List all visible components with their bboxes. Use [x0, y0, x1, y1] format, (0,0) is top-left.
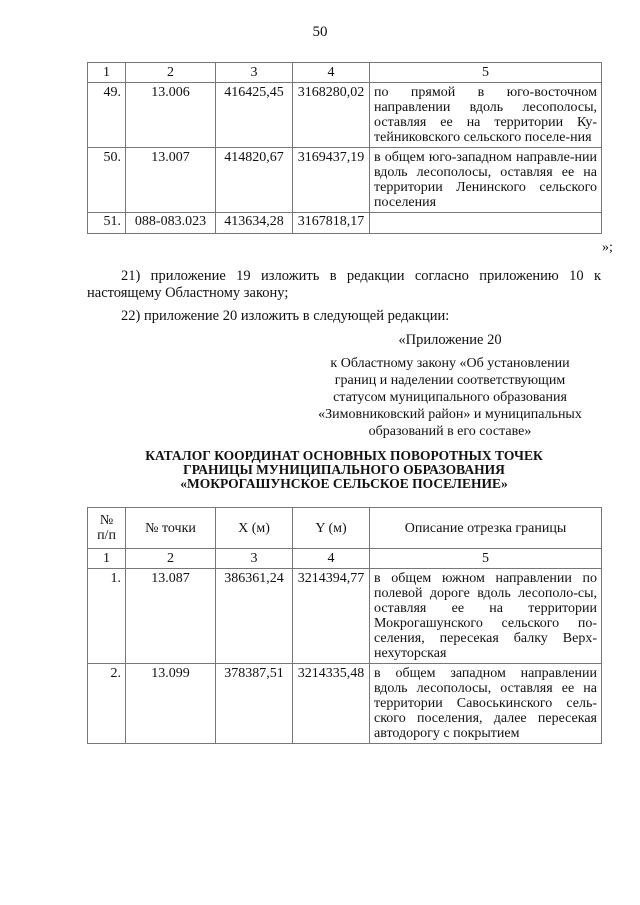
page-number: 50 — [312, 24, 328, 40]
x-coordinate: 378387,51 — [216, 664, 293, 744]
table-cell: 2 — [126, 63, 216, 83]
row-number: 2. — [88, 664, 126, 744]
point-number: 13.087 — [126, 569, 216, 664]
row-number: 49. — [88, 83, 126, 148]
catalog-title-line: КАТАЛОГ КООРДИНАТ ОСНОВНЫХ ПОВОРОТНЫХ ТОЧЕК — [145, 448, 543, 463]
coordinates-catalog-table — [87, 507, 602, 744]
appendix-subtitle-line: к Областному закону «Об установлении — [330, 356, 570, 371]
segment-description: в общем южном направлении по полевой дороге вдоль лесополо-сы, оставляя ее на территории Мокрогашунского сельского по-селения, пересекая балку Верх-нехуторская — [370, 569, 602, 664]
row-number: 50. — [88, 148, 126, 213]
table-cell: 2 — [126, 549, 216, 569]
point-number: 13.006 — [126, 83, 216, 148]
y-coordinate: 3214335,48 — [293, 664, 370, 744]
y-coordinate: 3167818,17 — [293, 213, 370, 234]
y-coordinate: 3169437,19 — [293, 148, 370, 213]
appendix-subtitle-line: границ и наделении соответствующим — [334, 373, 566, 388]
point-number: 088-083.023 — [126, 213, 216, 234]
coordinates-table-continued — [87, 62, 602, 234]
table-cell: 5 — [370, 549, 602, 569]
header-description: Описание отрезка границы — [370, 508, 602, 549]
table-row — [88, 213, 602, 234]
table-cell: 1 — [88, 549, 126, 569]
table-column-numbers — [88, 63, 602, 83]
catalog-title-line: «МОКРОГАШУНСКОЕ СЕЛЬСКОЕ ПОСЕЛЕНИЕ» — [180, 476, 508, 491]
table-row — [88, 569, 602, 664]
header-x: X (м) — [216, 508, 293, 549]
table-header-row — [88, 508, 602, 549]
paragraph-21: 21) приложение 19 изложить в редакции согласно приложению 10 к настоящему Областному закону; — [87, 268, 601, 301]
appendix-subtitle-line: образований в его составе» — [368, 424, 532, 439]
segment-description: по прямой в юго-восточном направлении вдоль лесополосы, оставляя ее на территории Ку-тейниковского сельского поселе-ния — [370, 83, 602, 148]
x-coordinate: 386361,24 — [216, 569, 293, 664]
catalog-title-line: ГРАНИЦЫ МУНИЦИПАЛЬНОГО ОБРАЗОВАНИЯ — [183, 462, 505, 477]
header-number-sign: № — [99, 513, 114, 528]
table-row — [88, 148, 602, 213]
header-y: Y (м) — [293, 508, 370, 549]
row-number: 1. — [88, 569, 126, 664]
table-cell: 3 — [216, 549, 293, 569]
header-row-number — [88, 508, 126, 549]
segment-description: в общем западном направлении вдоль лесополосы, оставляя ее на территории Савоськинского сель-ского поселения, далее пересекая автодорогу с покрытием — [370, 664, 602, 744]
x-coordinate: 414820,67 — [216, 148, 293, 213]
table-row — [88, 664, 602, 744]
y-coordinate: 3214394,77 — [293, 569, 370, 664]
segment-description: в общем юго-западном направле-нии вдоль лесополосы, оставляя ее на территории Ленинского сельского поселения — [370, 148, 602, 213]
appendix-heading: «Приложение 20 — [398, 332, 502, 348]
table-row — [88, 83, 602, 148]
point-number: 13.007 — [126, 148, 216, 213]
appendix-subtitle-line: «Зимовниковский район» и муниципальных — [318, 407, 582, 422]
header-pp: п/п — [97, 528, 116, 543]
closing-quote: »; — [602, 240, 613, 255]
table-column-numbers — [88, 549, 602, 569]
header-point-number: № точки — [126, 508, 216, 549]
table-cell: 4 — [293, 549, 370, 569]
table-cell: 4 — [293, 63, 370, 83]
x-coordinate: 413634,28 — [216, 213, 293, 234]
row-number: 51. — [88, 213, 126, 234]
y-coordinate: 3168280,02 — [293, 83, 370, 148]
catalog-title — [87, 449, 601, 491]
x-coordinate: 416425,45 — [216, 83, 293, 148]
table-cell: 3 — [216, 63, 293, 83]
appendix-subtitle — [300, 355, 600, 440]
point-number: 13.099 — [126, 664, 216, 744]
table-cell: 1 — [88, 63, 126, 83]
segment-description — [370, 213, 602, 234]
paragraph-22: 22) приложение 20 изложить в следующей редакции: — [121, 308, 450, 324]
table-cell: 5 — [370, 63, 602, 83]
appendix-subtitle-line: статусом муниципального образования — [333, 390, 567, 405]
